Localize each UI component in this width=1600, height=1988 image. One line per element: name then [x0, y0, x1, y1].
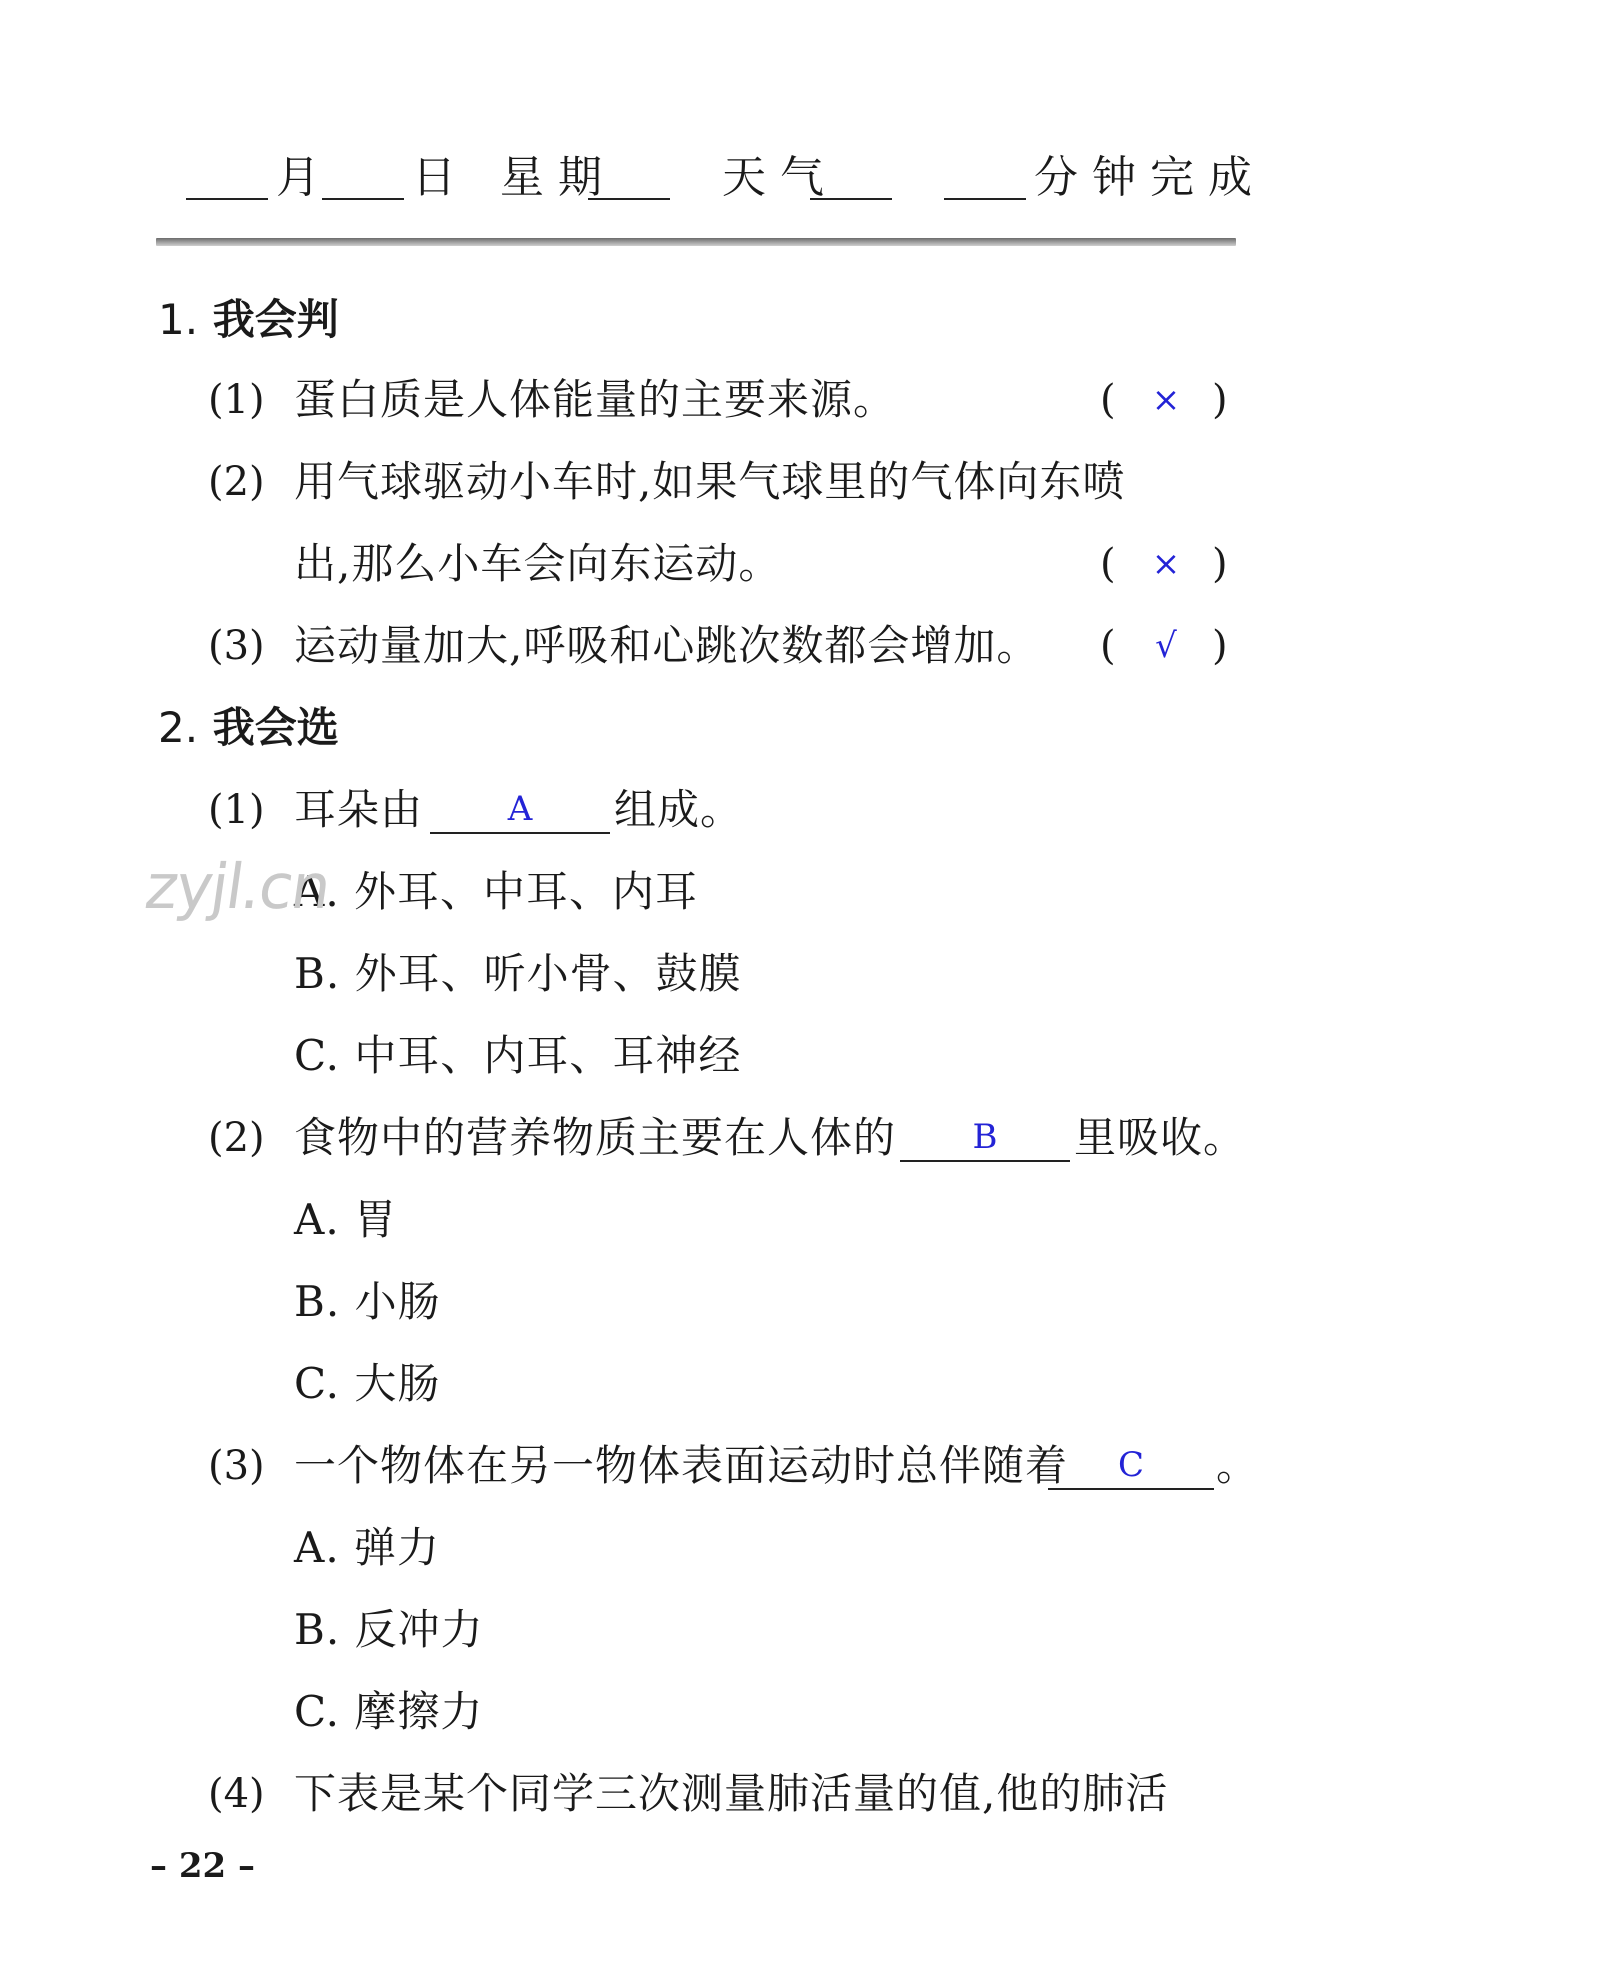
s2-q1-answer: A — [507, 789, 533, 829]
section2-heading — [158, 700, 339, 756]
s2-q2-answer: B — [972, 1117, 998, 1157]
weekday-blank — [588, 198, 670, 200]
s1-q3-text: 运动量加大,呼吸和心跳次数都会增加。 — [294, 621, 1040, 670]
s2-q2-stem: 食物中的营养物质主要在人体的 — [294, 1113, 897, 1162]
s2-q1-blank — [430, 832, 610, 834]
s1-q1-paren-close: ) — [1212, 377, 1228, 423]
s2-q2-option-a: A. 胃 — [294, 1195, 398, 1244]
section2-number: 2. — [158, 703, 199, 752]
s2-q2-option-b: B. 小肠 — [294, 1277, 441, 1326]
s2-q3-option-c: C. 摩擦力 — [294, 1687, 484, 1736]
section1-number: 1. — [158, 295, 199, 344]
s2-q2-number: (2) — [208, 1115, 265, 1161]
s2-q1-option-c: C. 中耳、内耳、耳神经 — [294, 1031, 742, 1080]
section2-title: 我会选 — [212, 703, 339, 752]
s2-q1-option-b: B. 外耳、听小骨、鼓膜 — [294, 949, 742, 998]
s2-q3-answer: C — [1117, 1445, 1144, 1485]
s1-q1-mark: × — [1151, 380, 1181, 420]
s1-q3-paren-open: ( — [1100, 623, 1116, 669]
s1-q2-number: (2) — [208, 459, 265, 505]
s2-q3-number: (3) — [208, 1443, 265, 1489]
page-number — [150, 1846, 255, 1886]
s1-q2-mark: × — [1151, 544, 1181, 584]
s2-q1-option-a: A. 外耳、中耳、内耳 — [294, 867, 699, 916]
s2-q4-number: (4) — [208, 1771, 265, 1817]
watermark: zyjl.cn — [140, 850, 334, 923]
s1-q2-text: 用气球驱动小车时,如果气球里的气体向东喷 — [294, 457, 1126, 506]
section1-title: 我会判 — [212, 295, 339, 344]
page-number-value: 22 — [178, 1846, 227, 1886]
minutes-blank — [944, 198, 1026, 200]
s1-q2-text-line2: 出,那么小车会向东运动。 — [294, 539, 782, 588]
s2-q3-option-b: B. 反冲力 — [294, 1605, 484, 1654]
s2-q3-stem-end: 。 — [1216, 1441, 1260, 1490]
header-divider — [156, 238, 1236, 246]
s1-q3-number: (3) — [208, 623, 265, 669]
s2-q3-blank — [1048, 1488, 1214, 1490]
s2-q2-blank — [900, 1160, 1070, 1162]
weekday-label: 星期 — [500, 152, 616, 203]
s2-q1-stem-end: 组成。 — [614, 785, 744, 834]
s2-q2-option-c: C. 大肠 — [294, 1359, 441, 1408]
s2-q3-stem: 一个物体在另一物体表面运动时总伴随着 — [294, 1441, 1069, 1490]
s1-q1-number: (1) — [208, 377, 265, 423]
s2-q1-number: (1) — [208, 787, 265, 833]
s2-q4-text: 下表是某个同学三次测量肺活量的值,他的肺活 — [294, 1769, 1169, 1818]
month-label: 月 — [276, 152, 334, 203]
s2-q1-stem: 耳朵由 — [294, 785, 424, 834]
page-number-dash-right: – — [226, 1846, 256, 1886]
s2-q2-stem-end: 里吸收。 — [1074, 1113, 1247, 1162]
section1-heading — [158, 292, 339, 348]
s1-q3-paren-close: ) — [1212, 623, 1228, 669]
s1-q1-text: 蛋白质是人体能量的主要来源。 — [294, 375, 897, 424]
weather-blank — [810, 198, 892, 200]
weather-label: 天气 — [722, 152, 838, 203]
s1-q1-paren-open: ( — [1100, 377, 1116, 423]
s2-q3-option-a: A. 弹力 — [294, 1523, 441, 1572]
month-blank — [186, 198, 268, 200]
minutes-label: 分钟完成 — [1034, 152, 1266, 203]
s1-q3-mark: √ — [1155, 626, 1177, 666]
s1-q2-paren-open: ( — [1100, 541, 1116, 587]
day-blank — [322, 198, 404, 200]
page-number-dash-left: – — [150, 1846, 179, 1886]
s1-q2-paren-close: ) — [1212, 541, 1228, 587]
day-label: 日 — [412, 152, 470, 203]
